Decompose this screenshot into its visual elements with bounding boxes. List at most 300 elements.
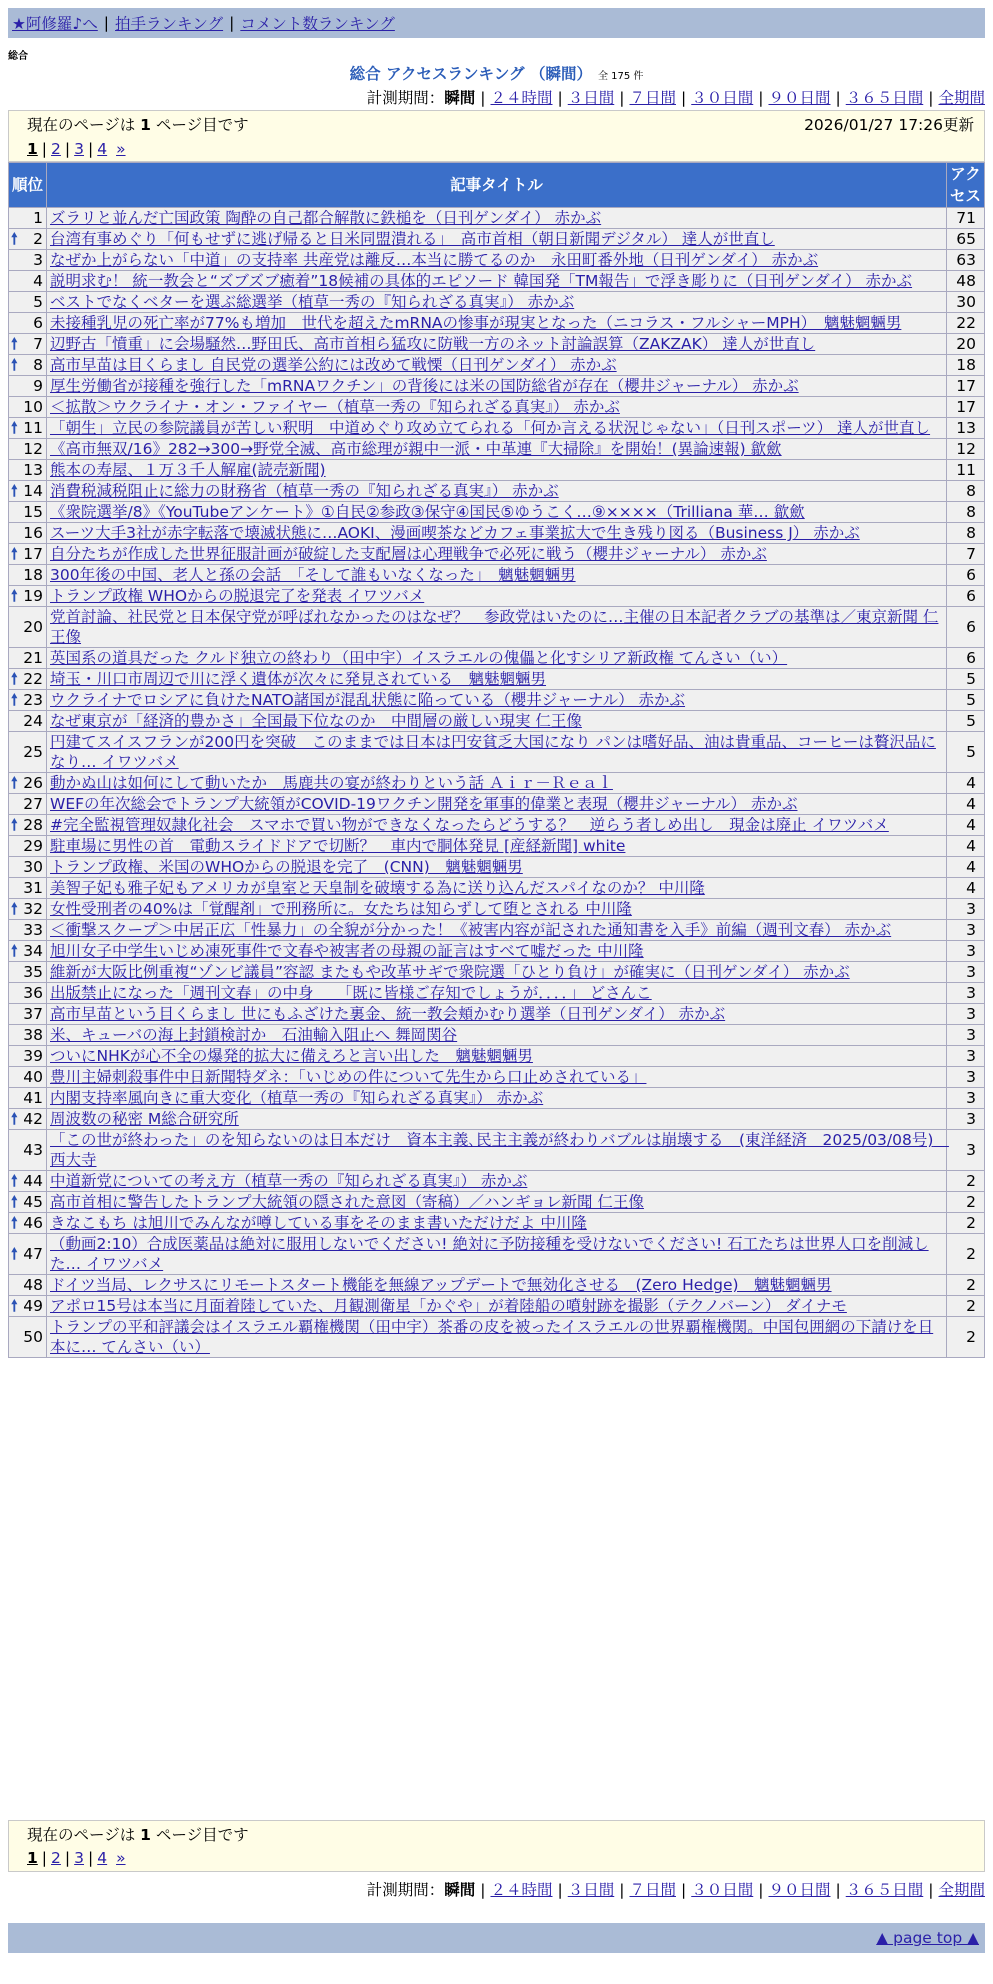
access-count: 11 (947, 460, 985, 481)
rank-number: 22 (23, 670, 43, 688)
total-count: 全 175 件 (597, 71, 644, 82)
table-row (9, 1004, 985, 1025)
nav-separator: | (229, 14, 235, 32)
rank-cell (9, 732, 47, 773)
page-top-link[interactable]: ▲ page top ▲ (876, 1929, 979, 1947)
rank-cell (9, 1234, 47, 1275)
table-row (9, 899, 985, 920)
table-row (9, 794, 985, 815)
title-cell (47, 773, 947, 794)
article-link[interactable]: 「この世が終わった」のを知らないのは日本だけ 資本主義､民主主義が終わりバブルは崩壊する (東洋経済 2025/03/08号) 西大寺 (50, 1131, 949, 1169)
rank-number: 30 (23, 858, 43, 876)
rank-number: 44 (23, 1172, 43, 1190)
article-link[interactable]: 厚生労働省が接種を強行した「mRNAワクチン」の背後には米の国防総省が存在（櫻井ジャーナル） 赤かぶ (50, 377, 799, 395)
access-count: 3 (947, 1109, 985, 1130)
article-link[interactable]: WEFの年次総会でトランプ大統領がCOVID-19ワクチン開発を軍事的偉業と表現（櫻井ジャーナル） 赤かぶ (50, 795, 798, 813)
period-link[interactable]: ２４時間 (490, 1881, 553, 1899)
rank-up-icon: 🠕 (11, 942, 18, 960)
period-link[interactable]: ３０日間 (691, 1881, 754, 1899)
title-cell (47, 1088, 947, 1109)
rank-number: 19 (23, 587, 43, 605)
rank-number: 50 (23, 1328, 43, 1346)
article-link[interactable]: トランプ政権 WHOからの脱退完了を発表 イワツバメ (50, 587, 425, 605)
article-link[interactable]: アポロ15号は本当に月面着陸していた、月観測衛星「かぐや」が着陸船の噴射跡を撮影（テクノバーン） ダイナモ (50, 1297, 847, 1315)
rank-cell (9, 669, 47, 690)
page-current: 1 (27, 140, 38, 158)
rank-number: 18 (23, 566, 43, 584)
access-count: 2 (947, 1171, 985, 1192)
rank-cell (9, 815, 47, 836)
page-link[interactable]: 2 (51, 140, 61, 158)
top-nav-bar (8, 8, 985, 38)
access-count: 6 (947, 586, 985, 607)
rank-cell (9, 1046, 47, 1067)
table-row (9, 1192, 985, 1213)
table-row (9, 836, 985, 857)
period-separator: | (480, 89, 486, 107)
page-separator: | (88, 140, 94, 158)
access-count: 6 (947, 648, 985, 669)
rank-up-icon: 🠕 (11, 587, 18, 605)
period-label: 計測期間： (366, 89, 445, 107)
access-count: 5 (947, 732, 985, 773)
rank-number: 10 (23, 398, 43, 416)
rank-cell (9, 1004, 47, 1025)
article-link[interactable]: 辺野古「憤重」に会場騒然…野田氏、高市首相ら猛攻に防戦一方のネット討論誤算（ZAKZAK） 達人が世直し (50, 335, 816, 353)
access-count: 3 (947, 1025, 985, 1046)
table-row (9, 1088, 985, 1109)
rank-cell (9, 481, 47, 502)
rank-number: 25 (23, 743, 43, 761)
rank-cell (9, 523, 47, 544)
table-row (9, 962, 985, 983)
article-link[interactable]: 熊本の寿屋、１万３千人解雇(読売新聞) (50, 461, 326, 479)
article-link[interactable]: トランプ政権、米国のWHOからの脱退を完了 (CNN) 魑魅魍魎男 (50, 858, 523, 876)
access-count: 3 (947, 1130, 985, 1171)
article-link[interactable]: きなこもち は旭川でみんなが噂している事をそのまま書いただけだよ 中川隆 (50, 1214, 587, 1232)
access-count: 2 (947, 1317, 985, 1358)
period-link[interactable]: ２４時間 (490, 89, 553, 107)
table-row (9, 857, 985, 878)
article-link[interactable]: スーツ大手3社が赤字転落で壊滅状態に…AOKI、漫画喫茶などカフェ事業拡大で生き残り図る（Business J） 赤かぶ (50, 524, 860, 542)
pagination (19, 140, 974, 158)
article-link[interactable]: 高市早苗という目くらまし 世にもふざけた裏金、統一教会頬かむり選挙（日刊ゲンダイ） 赤かぶ (50, 1005, 726, 1023)
period-selector (367, 1878, 985, 1900)
table-row (9, 941, 985, 962)
article-link[interactable]: ズラリと並んだ亡国政策 陶酔の自己都合解散に鉄槌を（日刊ゲンダイ） 赤かぶ (50, 209, 602, 227)
rank-number: 1 (33, 209, 43, 227)
article-link[interactable]: ＜衝撃スクープ＞中居正広「性暴力」の全貌が分かった！《被害内容が記された通知書を入手》前編（週刊文春） 赤かぶ (50, 921, 892, 939)
title-cell (47, 815, 947, 836)
access-count: 17 (947, 376, 985, 397)
rank-number: 47 (23, 1245, 43, 1263)
title-cell (47, 355, 947, 376)
next-page-link[interactable]: » (116, 1849, 126, 1867)
rank-cell (9, 586, 47, 607)
rank-cell (9, 1130, 47, 1171)
rank-number: 21 (23, 649, 43, 667)
rank-up-icon: 🠕 (11, 1110, 18, 1128)
period-separator: | (480, 1881, 486, 1899)
rank-cell (9, 794, 47, 815)
article-link[interactable]: 高市早苗は目くらまし 自民党の選挙公約には改めて戦慄（日刊ゲンダイ） 赤かぶ (50, 356, 617, 374)
article-link[interactable]: #完全監視管理奴隷化社会 スマホで買い物ができなくなったらどうする？ 逆らう者しめ出し 現金は廃止 イワツバメ (50, 816, 889, 834)
access-count: 2 (947, 1213, 985, 1234)
rank-cell (9, 962, 47, 983)
article-link[interactable]: ついにNHKが心不全の爆発的拡大に備えろと言い出した 魑魅魍魎男 (50, 1047, 533, 1065)
rank-cell (9, 397, 47, 418)
article-link[interactable]: ＜拡散＞ウクライナ・オン・ファイヤー（植草一秀の『知られざる真実』） 赤かぶ (50, 398, 620, 416)
rank-cell (9, 313, 47, 334)
page-current: 1 (27, 1849, 38, 1867)
period-link[interactable]: ３日間 (567, 89, 615, 107)
rank-number: 40 (23, 1068, 43, 1086)
article-link[interactable]: ベストでなくベターを選ぶ総選挙（植草一秀の『知られざる真実』） 赤かぶ (50, 293, 575, 311)
home-link[interactable]: ★阿修羅♪へ (12, 15, 98, 33)
article-link[interactable]: 英国系の道具だった クルド独立の終わり（田中宇）イスラエルの傀儡と化すシリア新政権 てんさい（い） (50, 649, 788, 667)
rank-cell (9, 418, 47, 439)
article-link[interactable]: 中道新党についての考え方（植草一秀の『知られざる真実』） 赤かぶ (50, 1172, 528, 1190)
rank-cell (9, 857, 47, 878)
title-cell (47, 983, 947, 1004)
title-cell (47, 732, 947, 773)
table-row (9, 313, 985, 334)
article-link[interactable]: 自分たちが作成した世界征服計画が破綻した支配層は心理戦争で必死に戦う（櫻井ジャーナル） 赤かぶ (50, 545, 767, 563)
rank-cell (9, 271, 47, 292)
table-row (9, 1213, 985, 1234)
access-count: 2 (947, 1192, 985, 1213)
rank-number: 7 (33, 335, 43, 353)
rank-cell (9, 1067, 47, 1088)
table-row (9, 878, 985, 899)
access-count: 22 (947, 313, 985, 334)
rank-up-icon: 🠕 (11, 1214, 18, 1232)
article-link[interactable]: 《衆院選挙/8》《YouTubeアンケート》①自民②参政③保守④国民⑤ゆうこく…⑨××××（Trilliana 華… 歙歛 (50, 503, 805, 521)
clap-ranking-link[interactable]: 拍手ランキング (115, 15, 224, 33)
article-link[interactable]: 高市首相に警告したトランプ大統領の隠された意図（寄稿）／ハンギョレ新聞 仁王像 (50, 1193, 644, 1211)
rank-number: 27 (23, 795, 43, 813)
table-row (9, 355, 985, 376)
access-count: 3 (947, 962, 985, 983)
table-row (9, 1234, 985, 1275)
rank-number: 32 (23, 900, 43, 918)
table-row (9, 1067, 985, 1088)
rank-number: 2 (33, 230, 43, 248)
period-link[interactable]: ３０日間 (691, 89, 754, 107)
title-cell (47, 460, 947, 481)
access-count: 13 (947, 418, 985, 439)
rank-number: 31 (23, 879, 43, 897)
article-link[interactable]: 説明求む！ 統一教会と“ズブズブ癒着”18候補の具体的エピソード 韓国発「TM報告」で浮き彫りに（日刊ゲンダイ） 赤かぶ (50, 272, 913, 290)
rank-cell (9, 1088, 47, 1109)
rank-cell (9, 1109, 47, 1130)
title-cell (47, 544, 947, 565)
rank-cell (9, 836, 47, 857)
access-count: 8 (947, 523, 985, 544)
pagination (27, 1849, 974, 1867)
access-count: 2 (947, 1234, 985, 1275)
table-row (9, 1317, 985, 1358)
page-link[interactable]: 3 (74, 140, 85, 158)
table-row (9, 711, 985, 732)
article-link[interactable]: 米、キューバの海上封鎖検討か 石油輸入阻止へ 舞岡関谷 (50, 1026, 458, 1044)
article-link[interactable]: 「朝生」立民の参院議員が苦しい釈明 中道めぐり攻め立てられる「何か言える状況じゃない」（日刊スポーツ） 達人が世直し (50, 419, 931, 437)
table-row (9, 439, 985, 460)
article-link[interactable]: ドイツ当局、レクサスにリモートスタート機能を無線アップデートで無効化させる (Zero Hedge) 魑魅魍魎男 (50, 1276, 832, 1294)
rank-cell (9, 544, 47, 565)
title-cell (47, 1213, 947, 1234)
title-cell (47, 208, 947, 229)
page-separator: | (88, 1849, 94, 1867)
rank-number: 43 (23, 1141, 43, 1159)
table-row (9, 460, 985, 481)
article-link[interactable]: 女性受刑者の40%は「覚醒剤」で刑務所に。女たちは知らずして堕とされる 中川隆 (50, 900, 632, 918)
article-link[interactable]: 美智子妃も雅子妃もアメリカが皇室と天皇制を破壊する為に送り込んだスパイなのか？ 中川隆 (50, 879, 705, 897)
table-row (9, 815, 985, 836)
access-count: 20 (947, 334, 985, 355)
title-cell (47, 1025, 947, 1046)
rank-number: 34 (23, 942, 43, 960)
rank-cell (9, 711, 47, 732)
title-cell (47, 523, 947, 544)
period-separator: | (557, 89, 563, 107)
period-link[interactable]: ９０日間 (768, 1881, 831, 1899)
title-cell (47, 1296, 947, 1317)
article-link[interactable]: 《高市無双/16》282→300→野党全滅、高市総理が親中一派・中革連『大掃除』を開始！(異論速報) 歙歛 (50, 440, 782, 458)
page-title: 総合 アクセスランキング （瞬間） (349, 65, 592, 83)
article-link[interactable]: 党首討論、社民党と日本保守党が呼ばれなかったのはなぜ？ 参政党はいたのに…主催の日本記者クラブの基準は／東京新聞 仁王像 (50, 608, 939, 646)
rank-cell (9, 334, 47, 355)
title-cell (47, 878, 947, 899)
article-link[interactable]: 豊川主婦刺殺事件中日新聞特ダネ：「いじめの件について先生から口止めされている」 (50, 1068, 647, 1086)
article-link[interactable]: 旭川女子中学生いじめ凍死事件で文春や被害者の母親の証言はすべて嘘だった 中川隆 (50, 942, 644, 960)
access-count: 12 (947, 439, 985, 460)
article-link[interactable]: 維新が大阪比例重複“ゾンビ議員”容認 またもや改革サギで衆院選「ひとり負け」が確実に（日刊ゲンダイ） 赤かぶ (50, 963, 850, 981)
period-separator: | (758, 1881, 764, 1899)
access-count: 18 (947, 355, 985, 376)
period-link[interactable]: ９０日間 (768, 89, 831, 107)
rank-number: 9 (33, 377, 43, 395)
period-current: 瞬間 (444, 1881, 476, 1899)
rank-number: 41 (23, 1089, 43, 1107)
article-link[interactable]: ウクライナでロシアに負けたNATO諸国が混乱状態に陥っている（櫻井ジャーナル） 赤かぶ (50, 691, 686, 709)
rank-cell (9, 460, 47, 481)
rank-number: 36 (23, 984, 43, 1002)
page-separator: | (64, 1849, 71, 1867)
period-link[interactable]: 全期間 (938, 1881, 985, 1899)
rank-number: 16 (23, 524, 43, 542)
rank-up-icon: 🠕 (11, 482, 18, 500)
rank-up-icon: 🠕 (11, 1297, 18, 1315)
rank-up-icon: 🠕 (11, 900, 18, 918)
article-link[interactable]: 駐車場に男性の首 電動スライドドアで切断？ 車内で胴体発見 [産経新聞] white (50, 837, 626, 855)
page-separator: | (64, 140, 71, 158)
access-count: 3 (947, 899, 985, 920)
next-page-link[interactable]: » (116, 140, 126, 158)
page-link[interactable]: 4 (97, 1849, 108, 1867)
period-separator: | (835, 89, 841, 107)
rank-number: 33 (23, 921, 43, 939)
rank-cell (9, 1192, 47, 1213)
rank-up-icon: 🠕 (11, 774, 18, 792)
page-link[interactable]: 3 (74, 1849, 85, 1867)
rank-cell (9, 1296, 47, 1317)
title-cell (47, 250, 947, 271)
rank-number: 12 (23, 440, 43, 458)
rank-up-icon: 🠕 (11, 335, 18, 353)
period-label: 計測期間： (366, 1881, 445, 1899)
access-count: 4 (947, 878, 985, 899)
title-cell (47, 962, 947, 983)
table-row (9, 1130, 985, 1171)
rank-cell (9, 983, 47, 1004)
page-link[interactable]: 2 (51, 1849, 61, 1867)
rank-number: 5 (33, 293, 43, 311)
article-link[interactable]: トランプの平和評議会はイスラエル覇権機関（田中宇）茶番の皮を被ったイスラエルの世界覇権機関。中国包囲網の下請けを日本に… てんさい（い） (50, 1318, 934, 1356)
rank-number: 15 (23, 503, 43, 521)
rank-number: 38 (23, 1026, 43, 1044)
access-count: 71 (947, 208, 985, 229)
updated-timestamp: 2026/01/27 17:26更新 (804, 116, 974, 134)
title-cell (47, 1109, 947, 1130)
access-count: 3 (947, 983, 985, 1004)
title-cell (47, 586, 947, 607)
rank-number: 17 (23, 545, 43, 563)
page-status-box (8, 110, 985, 162)
table-row (9, 523, 985, 544)
title-cell (47, 565, 947, 586)
article-link[interactable]: 消費税減税阻止に総力の財務省（植草一秀の『知られざる真実』） 赤かぶ (50, 482, 559, 500)
period-separator: | (557, 1881, 563, 1899)
table-row (9, 607, 985, 648)
table-row (9, 229, 985, 250)
title-cell (47, 669, 947, 690)
period-link[interactable]: ３６５日間 (845, 89, 924, 107)
access-count: 3 (947, 1067, 985, 1088)
rank-number: 26 (23, 774, 43, 792)
article-link[interactable]: 台湾有事めぐり「何もせずに逃げ帰ると日米同盟潰れる」 高市首相（朝日新聞デジタル） 達人が世直し (50, 230, 775, 248)
rank-up-icon: 🠕 (11, 691, 18, 709)
rank-number: 4 (33, 272, 43, 290)
table-row (9, 334, 985, 355)
access-count: 3 (947, 920, 985, 941)
table-row (9, 292, 985, 313)
table-row (9, 565, 985, 586)
rank-cell (9, 920, 47, 941)
article-link[interactable]: 出版禁止になった「週刊文春」の中身 「既に皆様ご存知でしょうが．．．．」 どさんこ (50, 984, 652, 1002)
table-row (9, 920, 985, 941)
access-count: 5 (947, 669, 985, 690)
table-row (9, 669, 985, 690)
rank-header: 順位 (9, 163, 47, 208)
period-separator: | (928, 89, 934, 107)
rank-cell (9, 208, 47, 229)
access-header: アクセス (947, 163, 985, 208)
period-link[interactable]: ３６５日間 (845, 1881, 924, 1899)
table-row (9, 773, 985, 794)
comment-ranking-link[interactable]: コメント数ランキング (240, 15, 395, 33)
current-page-status: 現在のページは 1 ページ目です (27, 1826, 249, 1844)
page-link[interactable]: 4 (97, 140, 108, 158)
access-count: 6 (947, 565, 985, 586)
article-link[interactable]: なぜ東京が「経済的豊かさ」全国最下位なのか 中間層の厳しい現実 仁王像 (50, 712, 582, 730)
access-count: 30 (947, 292, 985, 313)
article-link[interactable]: 動かぬ山は如何にして動いたか 馬鹿共の宴が終わりという話 Ａｉｒ－Ｒｅａｌ (50, 774, 613, 792)
access-count: 4 (947, 773, 985, 794)
article-link[interactable]: 埼玉・川口市周辺で川に浮く遺体が次々に発見されている 魑魅魍魎男 (50, 670, 547, 688)
access-count: 3 (947, 1088, 985, 1109)
rank-cell (9, 292, 47, 313)
current-page-status: 現在のページは 1 ページ目です (27, 116, 249, 134)
article-link[interactable]: （動画2:10）合成医薬品は絶対に服用しないでください! 絶対に予防接種を受けないでください! 石工たちは世界人口を削減した… イワツバメ (50, 1235, 929, 1273)
access-count: 3 (947, 1004, 985, 1025)
access-count: 4 (947, 794, 985, 815)
table-row (9, 376, 985, 397)
table-row (9, 1046, 985, 1067)
title-cell (47, 1067, 947, 1088)
rank-number: 13 (23, 461, 43, 479)
rank-up-icon: 🠕 (11, 545, 18, 563)
access-count: 2 (947, 1296, 985, 1317)
rank-cell (9, 1275, 47, 1296)
title-cell (47, 1130, 947, 1171)
rank-number: 24 (23, 712, 43, 730)
rank-cell (9, 1025, 47, 1046)
bottom-bar (8, 1923, 985, 1953)
period-separator: | (928, 1881, 934, 1899)
article-link[interactable]: 未接種乳児の死亡率が77%も増加 世代を超えたmRNAの惨事が現実となった（ニコラス・フルシャーMPH） 魑魅魍魎男 (50, 314, 902, 332)
ranking-table (8, 162, 985, 1358)
period-link[interactable]: ７日間 (629, 1881, 676, 1899)
title-cell (47, 481, 947, 502)
rank-number: 42 (23, 1110, 43, 1128)
access-count: 63 (947, 250, 985, 271)
title-cell (47, 920, 947, 941)
title-cell (47, 857, 947, 878)
rank-number: 28 (23, 816, 43, 834)
period-separator: | (758, 89, 764, 107)
rank-cell (9, 376, 47, 397)
page-separator: | (41, 1849, 48, 1867)
article-link[interactable]: 300年後の中国、老人と孫の会話 「そして誰もいなくなった」 魑魅魍魎男 (50, 566, 576, 584)
title-cell (47, 941, 947, 962)
period-current: 瞬間 (444, 89, 476, 107)
title-cell (47, 271, 947, 292)
rank-cell (9, 565, 47, 586)
rank-up-icon: 🠕 (11, 419, 18, 437)
table-row (9, 1275, 985, 1296)
rank-number: 8 (33, 356, 43, 374)
rank-number: 37 (23, 1005, 43, 1023)
access-count: 65 (947, 229, 985, 250)
title-cell (47, 397, 947, 418)
period-link[interactable]: ７日間 (629, 89, 676, 107)
rank-number: 39 (23, 1047, 43, 1065)
article-link[interactable]: 内閣支持率風向きに重大変化（植草一秀の『知られざる真実』） 赤かぶ (50, 1089, 544, 1107)
article-link[interactable]: なぜか上がらない「中道」の支持率 共産党は離反…本当に勝てるのか 永田町番外地（日刊ゲンダイ） 赤かぶ (50, 251, 819, 269)
title-cell (47, 648, 947, 669)
table-header-row (9, 163, 985, 208)
rank-number: 6 (33, 314, 43, 332)
period-selector (367, 86, 985, 108)
table-row (9, 271, 985, 292)
article-link[interactable]: 円建てスイスフランが200円を突破 このままでは日本は円安貧乏大国になり パンは嗜好品、油は貴重品、コーヒーは贅沢品になり… イワツバメ (50, 733, 936, 771)
article-link[interactable]: 周波数の秘密 M総合研究所 (50, 1110, 239, 1128)
period-link[interactable]: 全期間 (938, 89, 985, 107)
period-link[interactable]: ３日間 (567, 1881, 615, 1899)
title-cell (47, 502, 947, 523)
access-count: 6 (947, 607, 985, 648)
